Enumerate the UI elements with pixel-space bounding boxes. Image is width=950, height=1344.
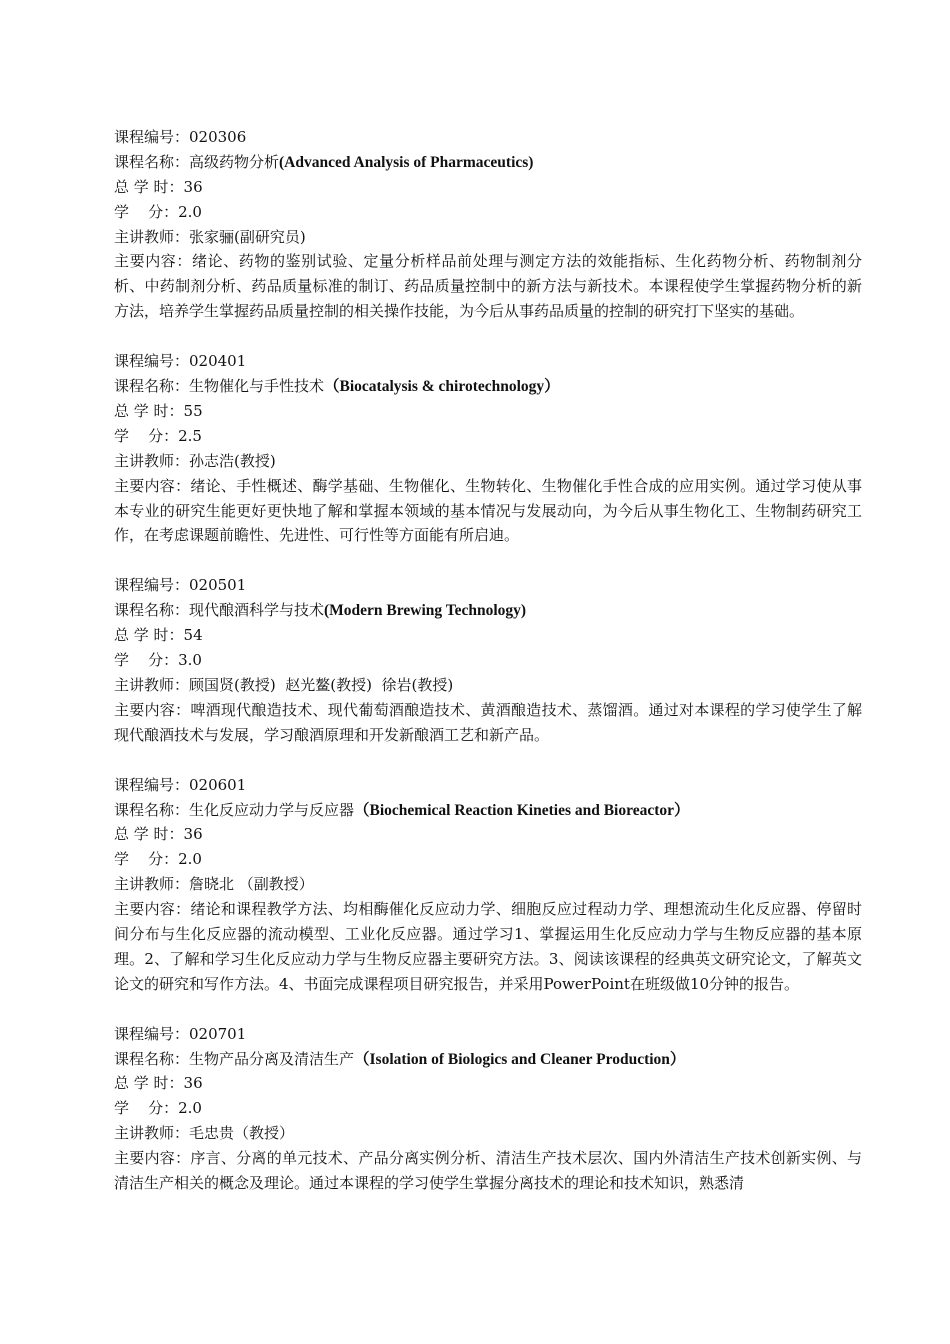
course-credits: 学 分：2.0: [114, 1099, 202, 1118]
course-hours: 总 学 时：55: [114, 401, 203, 420]
course-entry: [114, 773, 862, 997]
course-teacher: 主讲教师：毛忠贵（教授）: [114, 1124, 295, 1143]
course-code: 课程编号：020306: [114, 128, 247, 146]
course-name-zh: 课程名称：生化反应动力学与反应器: [114, 800, 355, 819]
course-content: 主要内容：绪论、手性概述、酶学基础、生物催化、生物转化、生物催化手性合成的应用实例。通过学习使从事本专业的研究生能更好更快地了解和掌握本领域的基本情况与发展动向，为今后从事生物化工、生物制药研究工作，在考虑课题前瞻性、先进性、可行性等方面能有所启迪。: [114, 476, 862, 545]
course-name-zh: 课程名称：高级药物分析: [114, 152, 280, 171]
course-name-zh: 课程名称：现代酿酒科学与技术: [114, 601, 325, 620]
course-code: 课程编号：020401: [114, 352, 247, 371]
course-teacher: 主讲教师：詹晓北 （副教授）: [114, 875, 314, 894]
course-hours: 总 学 时：54: [114, 626, 203, 645]
course-credits: 学 分：2.5: [114, 426, 202, 445]
course-name: [114, 598, 862, 623]
course-teacher: 主讲教师：孙志浩(教授): [114, 451, 276, 470]
course-name-en: (Advanced Analysis of Pharmaceutics): [279, 153, 534, 171]
course-code: 课程编号：020701: [114, 1024, 247, 1043]
course-hours: 总 学 时：36: [114, 177, 203, 196]
course-hours: 总 学 时：36: [114, 825, 203, 844]
course-hours: 总 学 时：36: [114, 1074, 203, 1093]
course-entry: [114, 573, 862, 747]
course-name-zh: 课程名称：生物产品分离及清洁生产: [114, 1049, 355, 1068]
course-content: 主要内容：啤酒现代酿造技术、现代葡萄酒酿造技术、黄酒酿造技术、蒸馏酒。通过对本课程的学习使学生了解现代酿酒技术与发展，学习酿酒原理和开发新酿酒工艺和新产品。: [114, 700, 862, 744]
course-entry: [114, 1022, 862, 1196]
course-name-en: （Biochemical Reaction Kineties and Bioreactor）: [354, 801, 690, 819]
course-code: 课程编号：020501: [114, 576, 247, 595]
course-entry: [114, 125, 862, 324]
course-name-en: （Biocatalysis & chirotechnology）: [324, 378, 560, 396]
course-entry: [114, 349, 862, 548]
course-name-zh: 课程名称：生物催化与手性技术: [114, 377, 325, 396]
course-credits: 学 分：3.0: [114, 651, 202, 670]
course-credits: 学 分：2.0: [114, 850, 202, 869]
course-teacher: 主讲教师：张家骊(副研究员): [114, 227, 306, 246]
course-content: 主要内容：绪论、药物的鉴别试验、定量分析样品前处理与测定方法的效能指标、生化药物分析、药物制剂分析、中药制剂分析、药品质量标准的制订、药品质量控制中的新方法与新技术。本课程使学生掌握药物分析的新方法，培养学生掌握药品质量控制的相关操作技能，为今后从事药品质量的控制的研究打下坚实的基础。: [114, 252, 862, 321]
course-name: [114, 374, 862, 399]
course-name: [114, 1047, 862, 1072]
course-credits: 学 分：2.0: [114, 202, 202, 221]
course-content: 主要内容：绪论和课程教学方法、均相酶催化反应动力学、细胞反应过程动力学、理想流动生化反应器、停留时间分布与生化反应器的流动模型、工业化反应器。通过学习1、掌握运用生化反应动力学与生物反应器的基本原理。2、了解和学习生化反应动力学与生物反应器主要研究方法。3、阅读该课程的经典英文研究论文，了解英文论文的研究和写作方法。4、书面完成课程项目研究报告，并采用PowerPoint在班级做10分钟的报告。: [114, 900, 862, 993]
course-list: [114, 125, 862, 1221]
course-teacher: 主讲教师：顾国贤(教授) 赵光鳌(教授) 徐岩(教授): [114, 675, 454, 694]
course-name: [114, 150, 862, 175]
course-name-en: (Modern Brewing Technology): [324, 602, 527, 620]
course-code: 课程编号：020601: [114, 775, 247, 794]
course-name: [114, 798, 862, 823]
course-content: 主要内容：序言、分离的单元技术、产品分离实例分析、清洁生产技术层次、国内外清洁生产技术创新实例、与清洁生产相关的概念及理论。通过本课程的学习使学生掌握分离技术的理论和技术知识，熟悉清: [114, 1149, 862, 1193]
course-name-en: （Isolation of Biologics and Cleaner Production）: [354, 1050, 686, 1068]
